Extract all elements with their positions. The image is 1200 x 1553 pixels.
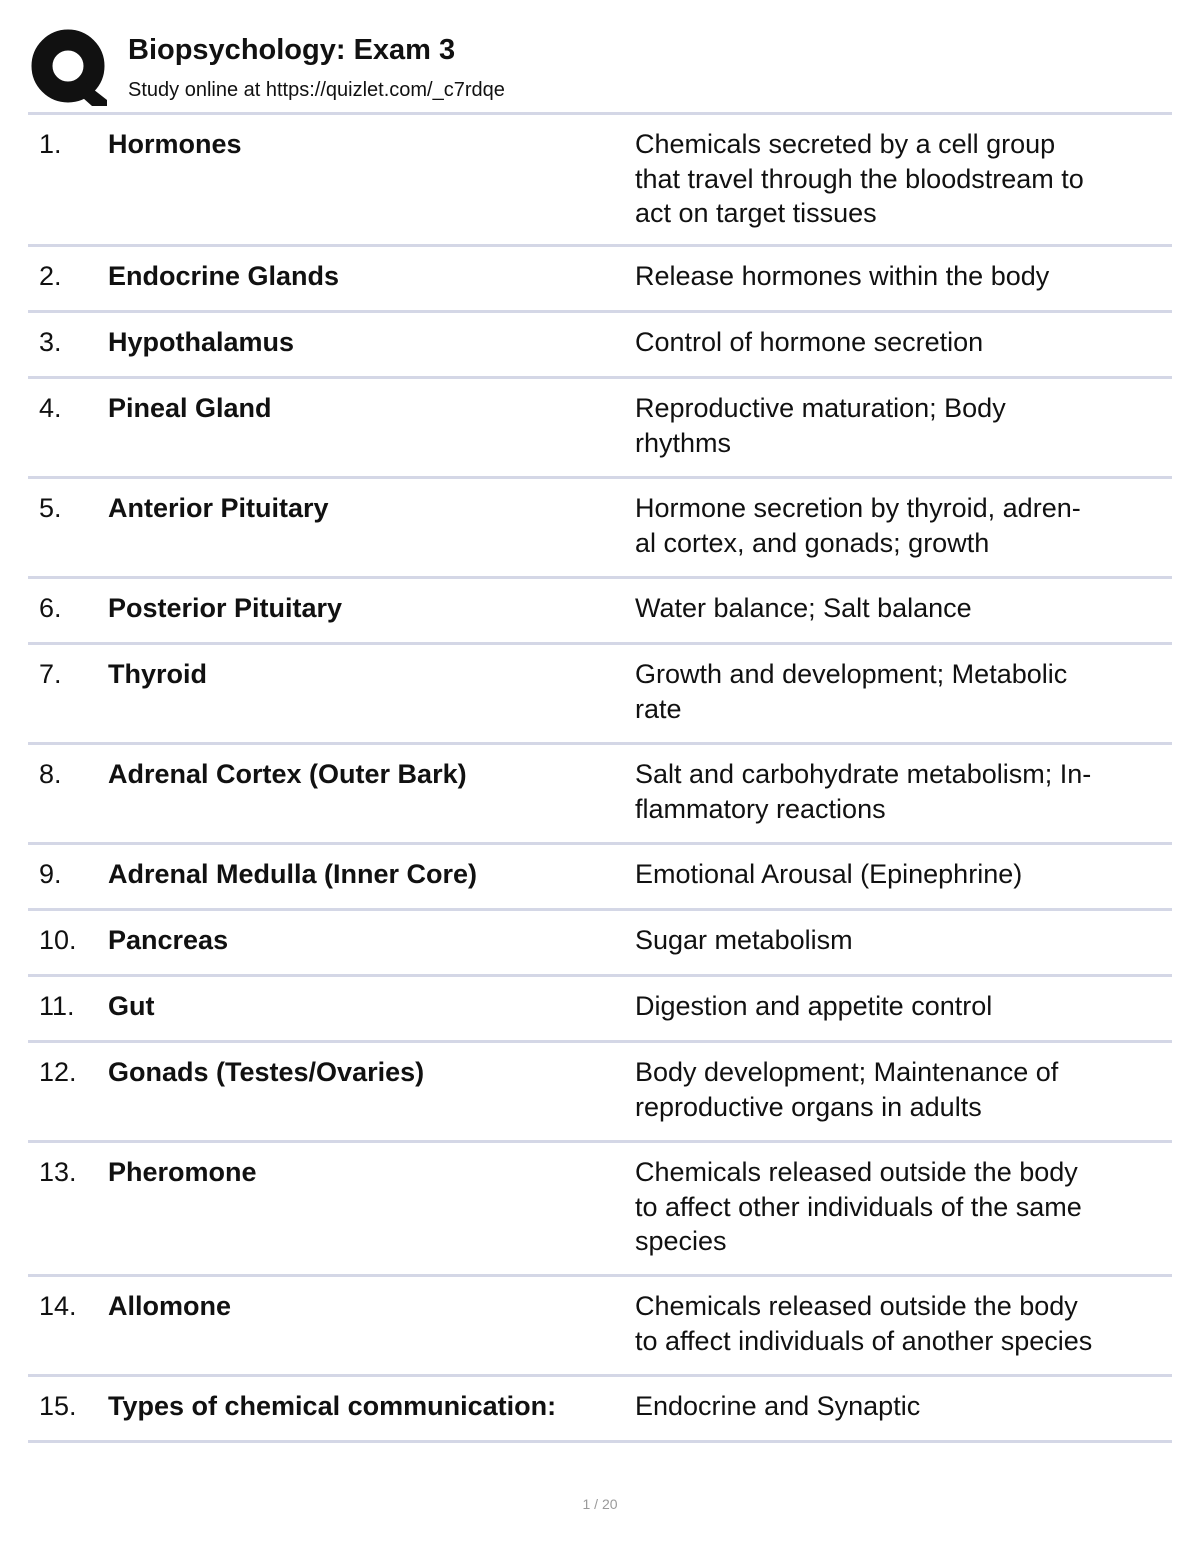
card-number: 1. bbox=[39, 129, 62, 159]
flashcard-list bbox=[28, 115, 1172, 1443]
card-term: Allomone bbox=[108, 1291, 232, 1321]
definition-line: to affect individuals of another species bbox=[635, 1325, 1093, 1356]
card-definition bbox=[635, 259, 1167, 294]
card-definition bbox=[635, 857, 1167, 892]
card-number: 15. bbox=[39, 1391, 77, 1421]
definition-line: Chemicals secreted by a cell group bbox=[635, 129, 1056, 159]
definition-line: Emotional Arousal (Epinephrine) bbox=[635, 859, 1023, 889]
flashcard-row bbox=[28, 379, 1172, 479]
card-number: 2. bbox=[39, 261, 62, 291]
card-number: 8. bbox=[39, 759, 62, 789]
card-term: Gut bbox=[108, 991, 155, 1021]
definition-line: Salt and carbohydrate metabolism; In- bbox=[635, 759, 1092, 789]
definition-line: flammatory reactions bbox=[635, 793, 886, 824]
page-number: 1 / 20 bbox=[582, 1496, 618, 1512]
card-definition bbox=[635, 989, 1167, 1024]
card-number: 6. bbox=[39, 593, 62, 623]
card-definition bbox=[635, 657, 1167, 726]
flashcard-row bbox=[28, 911, 1172, 977]
definition-line: Hormone secretion by thyroid, adren- bbox=[635, 493, 1081, 523]
definition-line: rate bbox=[635, 693, 682, 724]
definition-line: Water balance; Salt balance bbox=[635, 593, 972, 623]
card-number: 9. bbox=[39, 859, 62, 889]
definition-line: Digestion and appetite control bbox=[635, 991, 993, 1021]
quizlet-logo-icon bbox=[30, 28, 110, 108]
card-term: Thyroid bbox=[108, 659, 207, 689]
card-term: Adrenal Medulla (Inner Core) bbox=[108, 859, 478, 889]
definition-line: Body development; Maintenance of bbox=[635, 1057, 1059, 1087]
card-number: 3. bbox=[39, 327, 62, 357]
card-definition bbox=[635, 1289, 1167, 1358]
definition-line: act on target tissues bbox=[635, 198, 877, 228]
card-term: Posterior Pituitary bbox=[108, 593, 343, 623]
definition-line: Reproductive maturation; Body bbox=[635, 393, 1006, 423]
definition-line: al cortex, and gonads; growth bbox=[635, 527, 990, 558]
flashcard-row bbox=[28, 313, 1172, 379]
card-number: 11. bbox=[39, 991, 75, 1021]
card-number: 12. bbox=[39, 1057, 77, 1087]
flashcard-row bbox=[28, 115, 1172, 247]
definition-line: Growth and development; Metabolic bbox=[635, 659, 1068, 689]
card-definition bbox=[635, 325, 1167, 360]
card-term: Gonads (Testes/Ovaries) bbox=[108, 1057, 425, 1087]
flashcard-row bbox=[28, 247, 1172, 313]
flashcard-row bbox=[28, 1277, 1172, 1377]
card-term: Adrenal Cortex (Outer Bark) bbox=[108, 759, 467, 789]
card-number: 10. bbox=[39, 925, 77, 955]
card-definition bbox=[635, 491, 1167, 560]
card-term: Hypothalamus bbox=[108, 327, 295, 357]
flashcard-row bbox=[28, 579, 1172, 645]
card-definition bbox=[635, 923, 1167, 958]
flashcard-row bbox=[28, 645, 1172, 745]
flashcard-row bbox=[28, 745, 1172, 845]
definition-line: Release hormones within the body bbox=[635, 261, 1050, 291]
document-header bbox=[30, 28, 1172, 112]
card-term: Pineal Gland bbox=[108, 393, 272, 423]
definition-line: Chemicals released outside the body bbox=[635, 1291, 1078, 1321]
card-definition bbox=[635, 127, 1167, 231]
definition-line: that travel through the bloodstream to bbox=[635, 163, 1084, 194]
flashcard-row bbox=[28, 845, 1172, 911]
card-number: 7. bbox=[39, 659, 62, 689]
definition-line: to affect other individuals of the same bbox=[635, 1191, 1082, 1222]
flashcard-row bbox=[28, 1143, 1172, 1277]
card-term: Endocrine Glands bbox=[108, 261, 340, 291]
definition-line: rhythms bbox=[635, 427, 732, 458]
card-definition bbox=[635, 1055, 1167, 1124]
card-number: 4. bbox=[39, 393, 62, 423]
card-number: 14. bbox=[39, 1291, 77, 1321]
definition-line: species bbox=[635, 1226, 727, 1256]
flashcard-row bbox=[28, 1043, 1172, 1143]
card-term: Pancreas bbox=[108, 925, 229, 955]
card-definition bbox=[635, 1389, 1167, 1424]
card-term: Hormones bbox=[108, 129, 242, 159]
definition-line: Sugar metabolism bbox=[635, 925, 853, 955]
card-definition bbox=[635, 1155, 1167, 1259]
card-number: 5. bbox=[39, 493, 62, 523]
flashcard-row bbox=[28, 479, 1172, 579]
card-number: 13. bbox=[39, 1157, 77, 1187]
card-term: Pheromone bbox=[108, 1157, 257, 1187]
card-term: Anterior Pituitary bbox=[108, 493, 329, 523]
flashcard-row bbox=[28, 977, 1172, 1043]
flashcard-row bbox=[28, 1377, 1172, 1443]
definition-line: reproductive organs in adults bbox=[635, 1091, 982, 1122]
card-definition bbox=[635, 591, 1167, 626]
card-definition bbox=[635, 757, 1167, 826]
card-term: Types of chemical communication: bbox=[108, 1391, 557, 1421]
definition-line: Control of hormone secretion bbox=[635, 327, 984, 357]
definition-line: Chemicals released outside the body bbox=[635, 1157, 1078, 1187]
definition-line: Endocrine and Synaptic bbox=[635, 1391, 921, 1421]
page-title: Biopsychology: Exam 3 bbox=[128, 34, 456, 66]
study-online-link[interactable]: Study online at https://quizlet.com/_c7rdqe bbox=[128, 79, 505, 101]
card-definition bbox=[635, 391, 1167, 460]
